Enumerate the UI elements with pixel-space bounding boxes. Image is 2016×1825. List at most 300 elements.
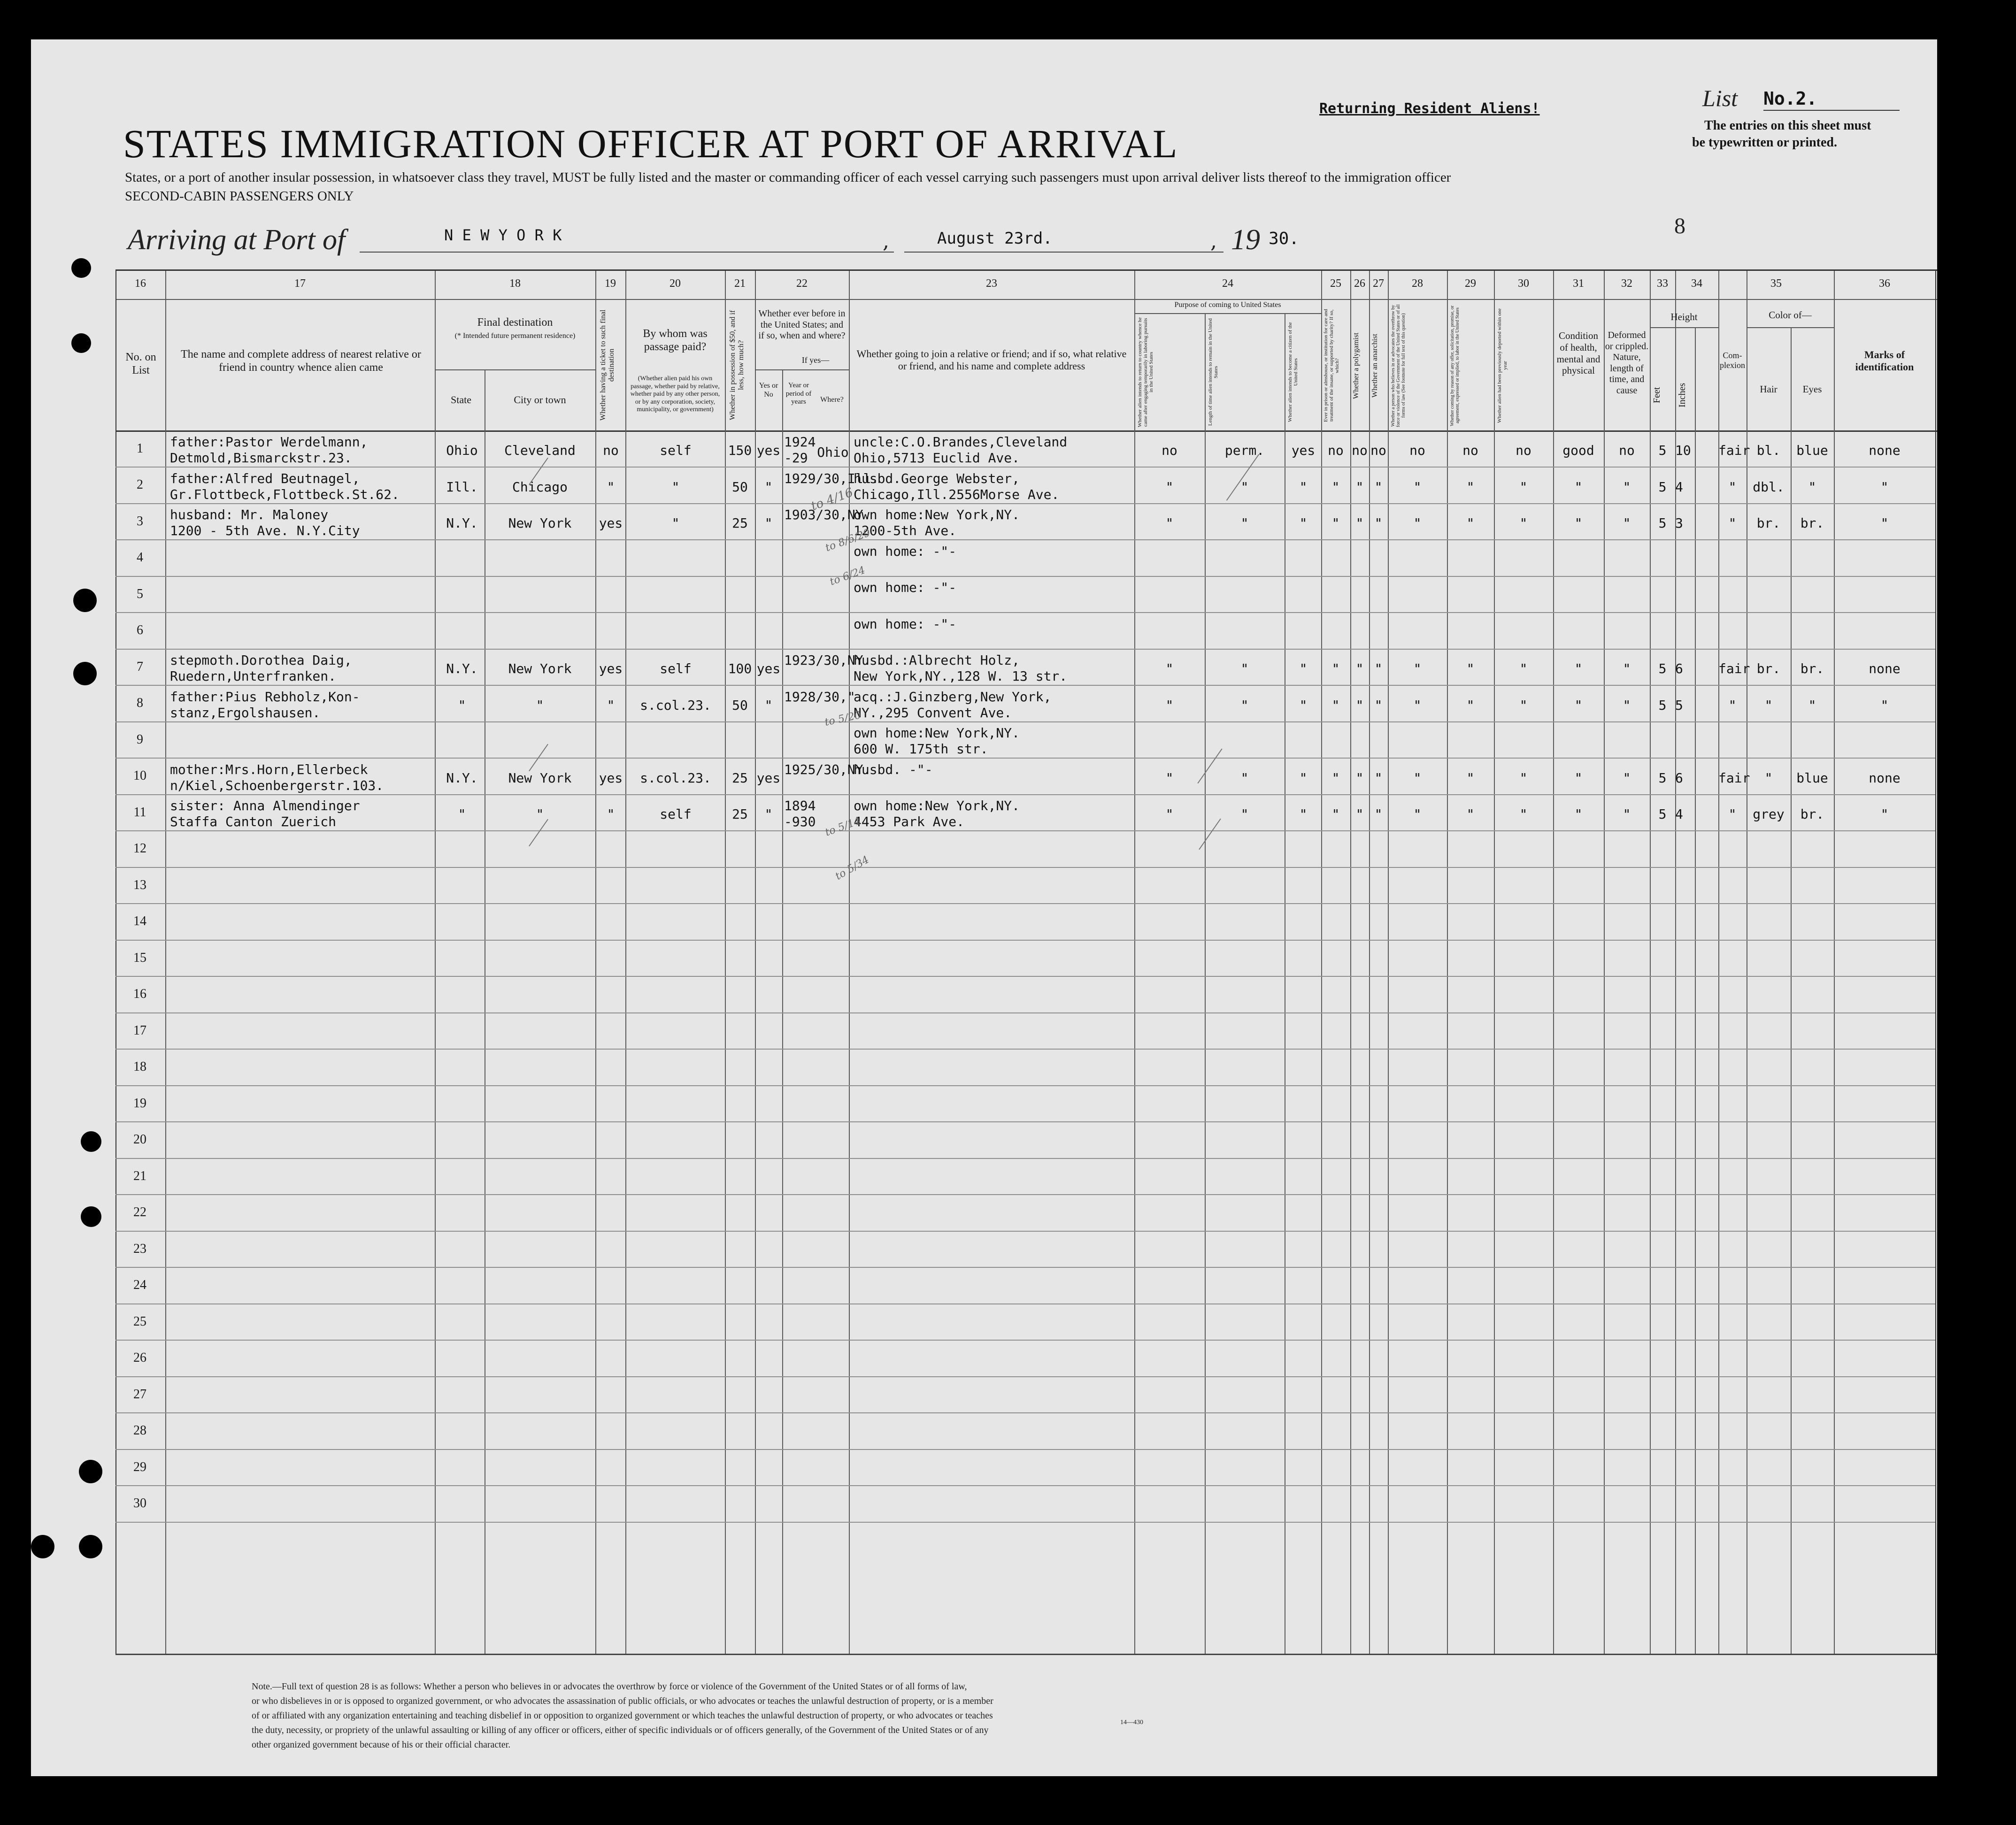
- entry-c28: ": [1413, 479, 1422, 495]
- row-rule: [115, 867, 1935, 868]
- entry-p24b: ": [1240, 661, 1249, 676]
- heading-by-whom: By whom was passage paid?: [643, 328, 708, 353]
- entry-c26: no: [1352, 443, 1368, 458]
- row-number: 26: [133, 1350, 146, 1365]
- form-number: 14—430: [1120, 1719, 1143, 1726]
- entry-c25: ": [1331, 697, 1340, 713]
- column-number: 19: [605, 277, 616, 290]
- entry-yes: ": [764, 479, 773, 495]
- entry-money: 150: [728, 443, 752, 458]
- entry-ticket: yes: [599, 661, 623, 676]
- entry-p24c: ": [1299, 661, 1308, 676]
- heading-height: Height: [1670, 311, 1698, 322]
- row-rule: [115, 1449, 1935, 1450]
- entry-inches: 5: [1675, 697, 1683, 713]
- column-number: 30: [1518, 277, 1529, 290]
- heading-where: Where?: [820, 396, 844, 404]
- entry-p24c: ": [1299, 515, 1308, 531]
- heading-anarchist: Whether an anarchist: [1371, 334, 1379, 398]
- entry-c29: ": [1466, 806, 1475, 822]
- entry-eyes: ": [1808, 697, 1816, 713]
- entry-feet: 5: [1658, 770, 1667, 786]
- column-number: 22: [796, 277, 808, 290]
- entry-money: 50: [732, 479, 748, 495]
- relative-line-1: sister: Anna Almendinger: [170, 798, 360, 813]
- binder-hole: [71, 258, 91, 278]
- column-number: 25: [1330, 277, 1341, 290]
- manifest-sheet: [31, 39, 1937, 1776]
- typewritten-note-1: The entries on this sheet must: [1704, 118, 1871, 133]
- entry-deformed: ": [1623, 697, 1631, 713]
- entry-complexion: ": [1728, 806, 1737, 822]
- binder-hole: [71, 333, 91, 353]
- joining-line-1: uncle:C.O.Brandes,Cleveland: [854, 434, 1068, 450]
- entry-marks: ": [1880, 515, 1889, 531]
- entry-p24a: ": [1165, 806, 1174, 822]
- heading-final-destination: Final destination: [477, 316, 553, 329]
- entry-feet: 5: [1658, 806, 1667, 822]
- entry-deformed: ": [1623, 661, 1631, 676]
- entry-p24b: ": [1240, 479, 1249, 495]
- relative-line-2: n/Kiel,Schoenbergerstr.103.: [170, 777, 384, 793]
- entry-deformed: ": [1623, 515, 1631, 531]
- row-number: 29: [133, 1460, 146, 1474]
- row-rule: [115, 1267, 1935, 1268]
- entry-yes: ": [764, 697, 773, 713]
- heading-complexion: Com-plexion: [1720, 351, 1745, 370]
- heading-purpose-citizen: Whether alien intends to become a citizen of the United States: [1287, 322, 1299, 422]
- entry-state: ": [458, 806, 466, 822]
- row-number: 15: [133, 951, 146, 965]
- entry-health: ": [1574, 515, 1583, 531]
- entry-c26: ": [1355, 479, 1364, 495]
- heading-hair: Hair: [1760, 383, 1777, 395]
- entry-feet: 5: [1658, 479, 1667, 495]
- entry-city: Chicago: [512, 479, 568, 495]
- entry-state: N.Y.: [446, 661, 478, 676]
- column-number: 28: [1412, 277, 1423, 290]
- instruction-text: States, or a port of another insular possession, in whatsoever class they travel, MUST be fully listed and the master or commanding officer of each vessel carrying such passengers must upon arrival deliver lists thereof to the immigration officer: [125, 170, 1451, 185]
- entry-money: 25: [732, 806, 748, 822]
- relative-line-1: father:Pius Rebholz,Kon-: [170, 689, 360, 705]
- column-number: 18: [509, 277, 521, 290]
- entry-c29: ": [1466, 479, 1475, 495]
- handwritten-note-4: to 5/20: [823, 709, 862, 728]
- year-line-1: 1924: [784, 434, 816, 450]
- heading-purpose-length: Length of time alien intends to remain in the United States: [1208, 318, 1219, 426]
- entry-c30: no: [1516, 443, 1531, 458]
- row-rule: [115, 1485, 1935, 1486]
- entry-city: Cleveland: [504, 443, 576, 458]
- year-line-1: 1928/30,": [784, 689, 855, 705]
- binder-hole: [81, 1206, 101, 1227]
- entry-where: Ohio: [817, 445, 849, 460]
- relative-line-2: Ruedern,Unterfranken.: [170, 668, 337, 684]
- entry-health: ": [1574, 479, 1583, 495]
- entry-c25: ": [1331, 515, 1340, 531]
- row-number: 12: [133, 841, 146, 856]
- joining-line-1: own home: -"-: [854, 580, 957, 595]
- joining-line-1: husbd.:Albrecht Holz,: [854, 652, 1020, 668]
- handwritten-note-2: to 8/6/29: [823, 527, 872, 554]
- entry-ticket: no: [603, 443, 619, 458]
- entry-feet: 5: [1658, 661, 1667, 676]
- entry-state: Ill.: [446, 479, 478, 495]
- row-number: 30: [133, 1496, 146, 1511]
- manifest-table: [115, 269, 1937, 1655]
- entry-c29: no: [1462, 443, 1478, 458]
- year-line-1: 1894: [784, 798, 816, 813]
- entry-c28: ": [1413, 515, 1422, 531]
- heading-deported: Whether alien had been previously deported within one year: [1497, 308, 1508, 423]
- entry-p24a: ": [1165, 697, 1174, 713]
- entry-state: Ohio: [446, 443, 478, 458]
- heading-purpose-return: Whether alien intends to return to country whence he came after engaging temporarily in laboring pursuits in the United States: [1137, 317, 1154, 427]
- row-number: 28: [133, 1423, 146, 1438]
- entry-money: 50: [732, 697, 748, 713]
- joining-line-1: own home:New York,NY.: [854, 507, 1020, 522]
- row-number: 16: [133, 987, 146, 1001]
- heading-purpose: Purpose of coming to United States: [1174, 301, 1281, 309]
- entry-marks: ": [1880, 479, 1889, 495]
- entry-yes: ": [764, 515, 773, 531]
- row-number: 20: [133, 1132, 146, 1147]
- entry-ticket: yes: [599, 770, 623, 786]
- row-rule: [115, 1194, 1935, 1195]
- entry-money: 100: [728, 661, 752, 676]
- heading-contract: Whether coming by reason of any offer, solicitation, promise, or agreement, expressed or implied, to labor in the United States: [1450, 305, 1460, 426]
- entry-c30: ": [1519, 806, 1528, 822]
- heading-money: Whether in possession of $50, and if less, how much?: [729, 310, 745, 421]
- entry-inches: 4: [1675, 806, 1683, 822]
- entry-complexion: fair: [1718, 770, 1750, 786]
- entry-yes: yes: [756, 770, 781, 786]
- footnote: [252, 1679, 1214, 1752]
- row-rule: [115, 903, 1935, 904]
- entry-complexion: fair: [1718, 443, 1750, 458]
- column-number: 26: [1354, 277, 1365, 290]
- entry-eyes: ": [1808, 479, 1816, 495]
- entry-city: New York: [508, 515, 572, 531]
- relative-line-1: husband: Mr. Maloney: [170, 507, 329, 522]
- heading-marks: Marks of identification: [1855, 349, 1914, 373]
- entry-city: New York: [508, 661, 572, 676]
- heading-ever-before: Whether ever before in the United States; and if so, when and where?: [758, 308, 846, 341]
- heading-ticket: Whether having a ticket to such final destination: [599, 309, 616, 421]
- heading-feet: Feet: [1652, 387, 1662, 404]
- heading-health: Condition of health, mental and physical: [1556, 330, 1600, 376]
- relative-line-1: father:Alfred Beutnagel,: [170, 470, 360, 486]
- row-rule: [115, 1158, 1935, 1159]
- row-rule: [115, 1121, 1935, 1122]
- entry-c29: ": [1466, 661, 1475, 676]
- row-rule: [115, 1376, 1935, 1377]
- column-number: 27: [1373, 277, 1384, 290]
- entry-feet: 5: [1658, 515, 1667, 531]
- entry-state: N.Y.: [446, 770, 478, 786]
- column-number: 21: [734, 277, 746, 290]
- list-underline: [1763, 110, 1900, 111]
- sheet-title: STATES IMMIGRATION OFFICER AT PORT OF ARRIVAL: [123, 121, 1178, 166]
- entry-p24b: ": [1240, 770, 1249, 786]
- heading-no-on-list: No. on List: [125, 351, 156, 377]
- relative-line-2: Gr.Flottbeck,Flottbeck.St.62.: [170, 486, 400, 502]
- comma-1: ,: [883, 229, 889, 253]
- date-underline: [904, 252, 1223, 253]
- entry-complexion: fair: [1718, 661, 1750, 676]
- heading-deformed: Deformed or crippled. Nature, length of time, and cause: [1605, 330, 1649, 396]
- entry-paid: self: [660, 443, 692, 458]
- row-rule: [115, 1522, 1935, 1523]
- entry-c27: ": [1374, 770, 1383, 786]
- entry-c26: ": [1355, 515, 1364, 531]
- entry-p24b: ": [1240, 515, 1249, 531]
- entry-c28: ": [1413, 661, 1422, 676]
- joining-line-1: own home: -"-: [854, 543, 957, 559]
- entry-city: ": [536, 806, 544, 822]
- entry-health: ": [1574, 770, 1583, 786]
- joining-line-1: own home: -"-: [854, 616, 957, 632]
- joining-line-1: own home:New York,NY.: [854, 798, 1020, 813]
- column-number: 34: [1691, 277, 1702, 290]
- entry-paid: s.col.23.: [640, 697, 711, 713]
- entry-state: ": [458, 697, 466, 713]
- joining-line-2: New York,NY.,128 W. 13 str.: [854, 668, 1068, 684]
- entry-c30: ": [1519, 770, 1528, 786]
- entry-c29: ": [1466, 697, 1475, 713]
- entry-eyes: blue: [1796, 443, 1828, 458]
- entry-c29: ": [1466, 515, 1475, 531]
- arrival-date: August 23rd.: [937, 229, 1053, 248]
- joining-line-2: Ohio,5713 Euclid Ave.: [854, 450, 1020, 466]
- year-suffix: 30.: [1269, 229, 1300, 248]
- relative-line-2: 1200 - 5th Ave. N.Y.City: [170, 523, 360, 538]
- handwritten-note-1: to 4/16: [809, 485, 855, 514]
- row-number: 18: [133, 1059, 146, 1074]
- entry-p24b: perm.: [1224, 443, 1265, 458]
- heading-inches: Inches: [1677, 383, 1687, 408]
- port-name: N E W Y O R K: [444, 226, 562, 244]
- entry-paid: self: [660, 806, 692, 822]
- joining-line-1: husbd. -"-: [854, 761, 933, 777]
- entry-eyes: br.: [1800, 661, 1824, 676]
- column-number: 31: [1573, 277, 1584, 290]
- heading-if-yes: If yes—: [801, 355, 830, 365]
- entry-c25: no: [1328, 443, 1344, 458]
- row-number: 14: [133, 914, 146, 928]
- entry-money: 25: [732, 770, 748, 786]
- entry-c28: no: [1409, 443, 1425, 458]
- entry-hair: br.: [1756, 661, 1781, 676]
- heading-by-whom-note: (Whether alien paid his own passage, whether paid by relative, whether paid by any other person, or by any corporation, society, municipality, or government): [630, 375, 720, 414]
- row-rule: [115, 1085, 1935, 1086]
- row-number: 25: [133, 1314, 146, 1329]
- joining-line-2: Chicago,Ill.2556Morse Ave.: [854, 486, 1060, 502]
- entry-marks: none: [1869, 770, 1901, 786]
- entry-p24b: ": [1240, 697, 1249, 713]
- entry-feet: 5: [1658, 697, 1667, 713]
- row-number: 6: [137, 623, 143, 637]
- row-number: 10: [133, 768, 146, 783]
- row-number: 3: [137, 514, 143, 529]
- entry-c28: ": [1413, 697, 1422, 713]
- entry-complexion: ": [1728, 697, 1737, 713]
- row-number: 1: [137, 441, 143, 456]
- year-line-2: -29: [784, 450, 808, 466]
- row-number: 5: [137, 587, 143, 601]
- entry-deformed: ": [1623, 806, 1631, 822]
- relative-line-1: stepmoth.Dorothea Daig,: [170, 652, 352, 668]
- row-rule: [115, 940, 1935, 941]
- year-prefix: 19: [1231, 224, 1260, 256]
- joining-line-2: 4453 Park Ave.: [854, 814, 965, 829]
- entry-c30: ": [1519, 479, 1528, 495]
- entry-p24a: ": [1165, 770, 1174, 786]
- row-number: 7: [137, 659, 143, 674]
- relative-line-2: stanz,Ergolshausen.: [170, 705, 321, 721]
- row-number: 22: [133, 1205, 146, 1219]
- entry-state: N.Y.: [446, 515, 478, 531]
- entry-p24a: ": [1165, 479, 1174, 495]
- row-rule: [115, 1412, 1935, 1413]
- entry-eyes: br.: [1800, 515, 1824, 531]
- footnote-line: other organized government because of his or their official character.: [252, 1740, 511, 1750]
- heading-joining: Whether going to join a relative or friend; and if so, what relative or friend, and his name and complete address: [856, 348, 1127, 372]
- sheet-mark: 8: [1674, 214, 1685, 238]
- row-rule: [115, 1012, 1935, 1013]
- entry-p24a: ": [1165, 515, 1174, 531]
- list-number: No.2.: [1763, 88, 1817, 109]
- row-number: 23: [133, 1242, 146, 1256]
- row-number: 17: [133, 1023, 146, 1038]
- entry-c26: ": [1355, 697, 1364, 713]
- entry-c27: ": [1374, 479, 1383, 495]
- entry-c26: ": [1355, 661, 1364, 676]
- entry-paid: self: [660, 661, 692, 676]
- row-number: 8: [137, 696, 143, 710]
- entry-complexion: ": [1728, 479, 1737, 495]
- column-number: 35: [1770, 277, 1782, 290]
- entry-inches: 3: [1675, 515, 1683, 531]
- entry-paid: ": [671, 479, 680, 495]
- entry-hair: br.: [1756, 515, 1781, 531]
- entries-layer: [115, 271, 1935, 834]
- entry-p24a: no: [1162, 443, 1177, 458]
- relative-line-1: father:Pastor Werdelmann,: [170, 434, 368, 450]
- entry-c30: ": [1519, 515, 1528, 531]
- heading-eyes: Eyes: [1802, 383, 1822, 395]
- entry-paid: ": [671, 515, 680, 531]
- heading-yes-no: Yes or No: [759, 382, 778, 399]
- typewritten-note-2: be typewritten or printed.: [1692, 135, 1837, 150]
- heading-overthrow: Whether a person who believes in or advocates the overthrow by force or violence of the Government of the United States or of all forms of law (See footnote for full text of this question): [1391, 304, 1406, 427]
- handwritten-note-6: to 5/34: [833, 854, 871, 882]
- entry-city: ": [536, 697, 544, 713]
- entry-hair: grey: [1753, 806, 1785, 822]
- comma-2: ,: [1210, 229, 1217, 253]
- column-number: 32: [1621, 277, 1632, 290]
- row-rule: [115, 1231, 1935, 1232]
- relative-line-2: Detmold,Bismarckstr.23.: [170, 450, 352, 466]
- entry-p24c: ": [1299, 806, 1308, 822]
- entry-city: New York: [508, 770, 572, 786]
- entry-feet: 5: [1658, 443, 1667, 458]
- entry-ticket: ": [607, 806, 615, 822]
- joining-line-1: husbd.George Webster,: [854, 470, 1020, 486]
- entry-deformed: ": [1623, 770, 1631, 786]
- entry-c27: no: [1370, 443, 1386, 458]
- row-number: 9: [137, 732, 143, 747]
- entry-hair: ": [1764, 697, 1773, 713]
- joining-line-2: 1200-5th Ave.: [854, 523, 957, 538]
- row-rule: [115, 1049, 1935, 1050]
- entry-health: ": [1574, 697, 1583, 713]
- heading-final-destination-note: (* Intended future permanent residence): [454, 332, 576, 340]
- row-number: 11: [133, 805, 146, 820]
- column-number: 29: [1465, 277, 1476, 290]
- row-rule: [115, 976, 1935, 977]
- year-line-2: -930: [784, 814, 816, 829]
- entry-c27: ": [1374, 661, 1383, 676]
- heading-year-period: Year or period of years: [785, 382, 812, 406]
- entry-marks: ": [1880, 697, 1889, 713]
- port-underline: [360, 252, 894, 253]
- entry-c27: ": [1374, 515, 1383, 531]
- footnote-line: the duty, necessity, or propriety of the unlawful assaulting or killing of any officer or officers, either of specific individuals or of officers generally, of the Government of the United States or of any: [252, 1725, 989, 1735]
- entry-c26: ": [1355, 770, 1364, 786]
- entry-eyes: br.: [1800, 806, 1824, 822]
- entry-deformed: no: [1619, 443, 1635, 458]
- entry-yes: yes: [756, 443, 781, 458]
- entry-inches: 6: [1675, 661, 1683, 676]
- entry-health: good: [1562, 443, 1594, 458]
- heading-city: City or town: [514, 394, 566, 406]
- entry-marks: ": [1880, 806, 1889, 822]
- row-number: 21: [133, 1169, 146, 1183]
- list-label: List: [1702, 85, 1738, 111]
- binder-hole: [73, 662, 97, 685]
- entry-p24c: ": [1299, 697, 1308, 713]
- column-number: 20: [669, 277, 681, 290]
- entry-health: ": [1574, 806, 1583, 822]
- entry-eyes: blue: [1796, 770, 1828, 786]
- heading-state: State: [451, 394, 471, 406]
- joining-line-2: 600 W. 175th str.: [854, 741, 988, 757]
- binder-hole: [81, 1131, 101, 1152]
- year-line-1: 1923/30,NY.: [784, 652, 871, 668]
- entry-c25: ": [1331, 661, 1340, 676]
- row-number: 19: [133, 1096, 146, 1111]
- row-number: 13: [133, 878, 146, 892]
- entry-c28: ": [1413, 770, 1422, 786]
- entry-deformed: ": [1623, 479, 1631, 495]
- entry-money: 25: [732, 515, 748, 531]
- column-number: 17: [294, 277, 306, 290]
- binder-hole: [79, 1460, 102, 1483]
- row-number: 24: [133, 1278, 146, 1292]
- entry-c25: ": [1331, 479, 1340, 495]
- entry-complexion: ": [1728, 515, 1737, 531]
- heading-relative: The name and complete address of nearest relative or friend in country whence alien came: [181, 348, 421, 374]
- entry-hair: ": [1764, 770, 1773, 786]
- col-line: [1935, 271, 1936, 1654]
- entry-inches: 6: [1675, 770, 1683, 786]
- entry-hair: dbl.: [1753, 479, 1785, 495]
- entry-c25: ": [1331, 806, 1340, 822]
- entry-ticket: yes: [599, 515, 623, 531]
- binder-hole: [73, 589, 97, 612]
- entry-c30: ": [1519, 697, 1528, 713]
